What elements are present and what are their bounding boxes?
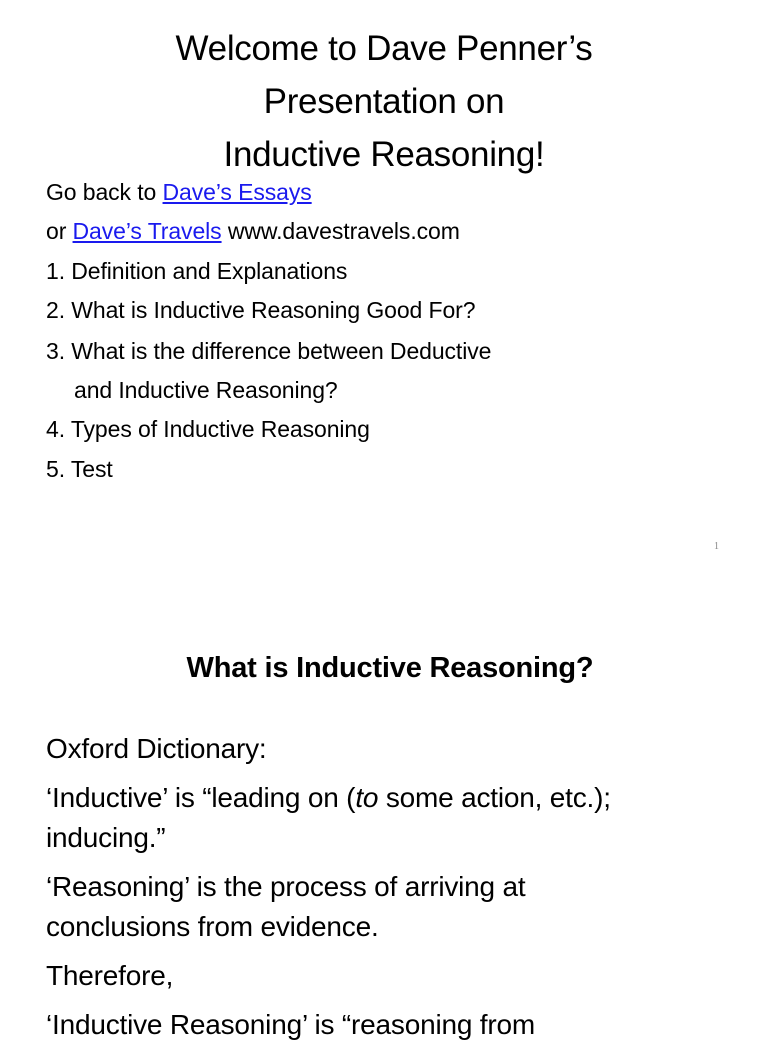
daves-essays-link[interactable]: Dave’s Essays bbox=[162, 179, 312, 205]
title-line: Presentation on bbox=[263, 82, 505, 121]
definition-inductive bbox=[46, 779, 611, 817]
toc-item: 2. What is Inductive Reasoning Good For? bbox=[46, 297, 476, 323]
travels-url-text: www.davestravels.com bbox=[221, 218, 460, 244]
go-back-line bbox=[46, 177, 312, 207]
title-line: Welcome to Dave Penner’s bbox=[175, 29, 593, 68]
or-text: or bbox=[46, 218, 73, 244]
partial-definition-text: ‘Inductive Reasoning’ is “reasoning from bbox=[46, 1009, 535, 1040]
definition-reasoning: ‘Reasoning’ is the process of arriving at bbox=[46, 871, 526, 902]
or-line bbox=[46, 216, 460, 246]
go-back-text: Go back to bbox=[46, 179, 163, 205]
toc-item: 1. Definition and Explanations bbox=[46, 258, 348, 284]
daves-travels-link[interactable]: Dave’s Travels bbox=[72, 218, 222, 244]
toc-item-continuation: and Inductive Reasoning? bbox=[74, 377, 338, 403]
page-number: 1 bbox=[714, 541, 719, 552]
therefore-text: Therefore, bbox=[46, 960, 174, 991]
toc-item: 5. Test bbox=[46, 456, 113, 482]
title-line: Inductive Reasoning! bbox=[223, 135, 545, 174]
definition-inducing: inducing.” bbox=[46, 822, 166, 853]
slide-2 bbox=[0, 576, 768, 1040]
dictionary-label: Oxford Dictionary: bbox=[46, 733, 267, 764]
slide-heading: What is Inductive Reasoning? bbox=[186, 652, 594, 684]
toc-item: 4. Types of Inductive Reasoning bbox=[46, 416, 370, 442]
slide-title bbox=[0, 22, 768, 181]
definition-reasoning-continued: conclusions from evidence. bbox=[46, 911, 379, 942]
toc-item: 3. What is the difference between Deductive bbox=[46, 338, 492, 364]
definition-italic-text: to bbox=[355, 782, 379, 813]
definition-text: ‘Inductive’ is “leading on ( bbox=[46, 782, 356, 813]
definition-text: some action, etc.); bbox=[378, 782, 611, 813]
